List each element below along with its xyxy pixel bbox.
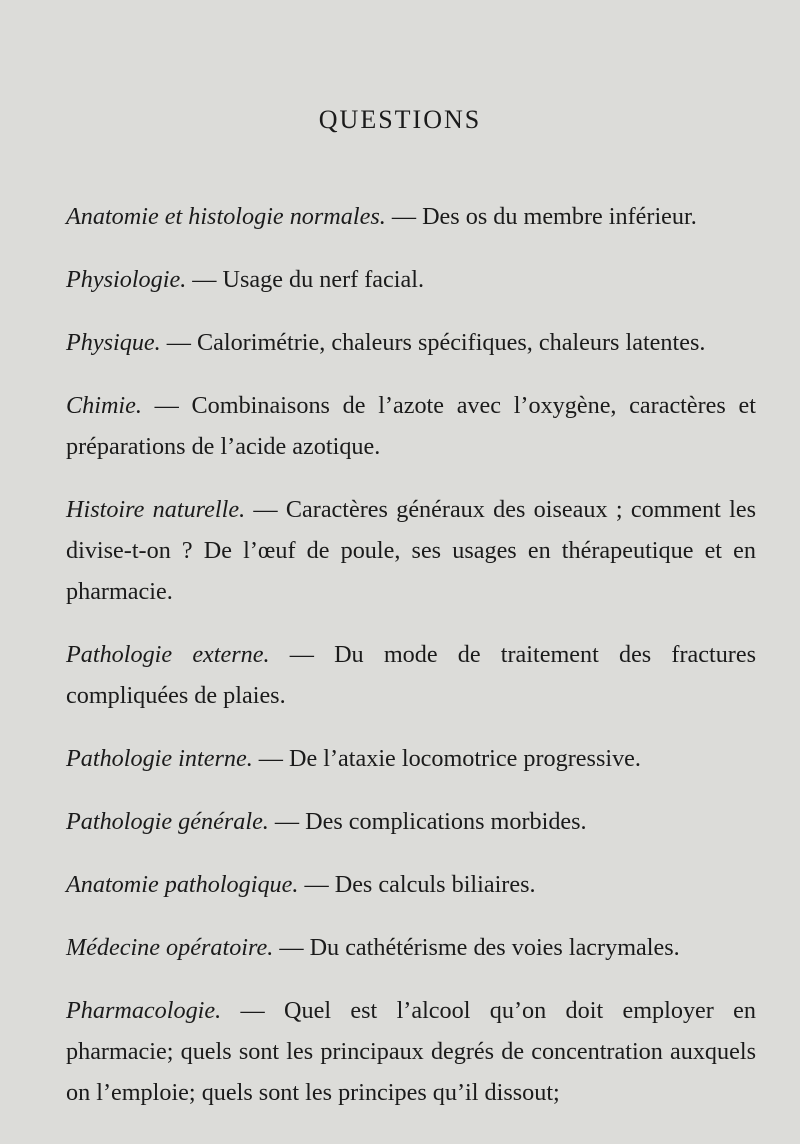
question-text: Des complications morbides. <box>305 808 587 835</box>
question-separator: — <box>269 641 335 668</box>
page-title: QUESTIONS <box>318 105 482 135</box>
question-physiologie <box>66 259 756 300</box>
question-subject: Anatomie pathologique. <box>66 871 299 898</box>
question-separator: — <box>186 266 223 293</box>
question-separator: — <box>385 203 423 230</box>
question-subject: Médecine opératoire. <box>66 934 274 961</box>
question-physique <box>66 322 756 363</box>
question-anatomie <box>66 196 756 237</box>
question-pathologie-generale <box>66 801 756 842</box>
question-subject: Chimie. <box>66 392 142 419</box>
question-text: Du mode de traitement des fractures compliquées de plaies. <box>66 641 756 709</box>
question-text: Des os du membre inférieur. <box>422 203 697 230</box>
question-separator: — <box>221 997 285 1024</box>
question-separator: — <box>245 496 286 523</box>
question-separator: — <box>298 871 335 898</box>
question-text: Usage du nerf facial. <box>222 266 424 293</box>
question-text: Caractères généraux des oiseaux ; comment les divise-t-on ? De l’œuf de poule, ses usages en thérapeutique et en pharmacie. <box>66 496 756 605</box>
question-subject: Pathologie interne. <box>66 745 253 772</box>
question-subject: Pathologie générale. <box>66 808 269 835</box>
question-subject: Physique. <box>66 329 161 356</box>
question-separator: — <box>141 392 192 419</box>
question-text: Calorimétrie, chaleurs spécifiques, chaleurs latentes. <box>197 329 706 356</box>
question-text: Quel est l’alcool qu’on doit employer en pharmacie; quels sont les principaux degrés de concentration auxquels on l’emploie; quels sont les principes qu’il dissout; <box>66 997 756 1106</box>
question-subject: Pathologie externe. <box>66 641 270 668</box>
question-pathologie-interne <box>66 738 756 779</box>
question-subject: Histoire naturelle. <box>66 496 246 523</box>
question-subject: Pharmacologie. <box>66 997 222 1024</box>
question-pharmacologie <box>66 990 756 1113</box>
questions-list <box>66 196 756 1135</box>
question-subject: Anatomie et histologie normales. <box>66 203 386 230</box>
question-chimie <box>66 385 756 467</box>
question-anatomie-pathologique <box>66 864 756 905</box>
question-text: De l’ataxie locomotrice progressive. <box>289 745 641 772</box>
question-separator: — <box>252 745 290 772</box>
question-subject: Physiologie. <box>66 266 187 293</box>
question-text: Des calculs biliaires. <box>334 871 536 898</box>
question-separator: — <box>273 934 310 961</box>
question-histoire-naturelle <box>66 489 756 612</box>
question-text: Du cathétérisme des voies lacrymales. <box>309 934 680 961</box>
question-pathologie-externe <box>66 634 756 716</box>
question-medecine-operatoire <box>66 927 756 968</box>
question-text: Combinaisons de l’azote avec l’oxygène, caractères et préparations de l’acide azotique. <box>66 392 756 460</box>
question-separator: — <box>268 808 306 835</box>
question-separator: — <box>160 329 197 356</box>
